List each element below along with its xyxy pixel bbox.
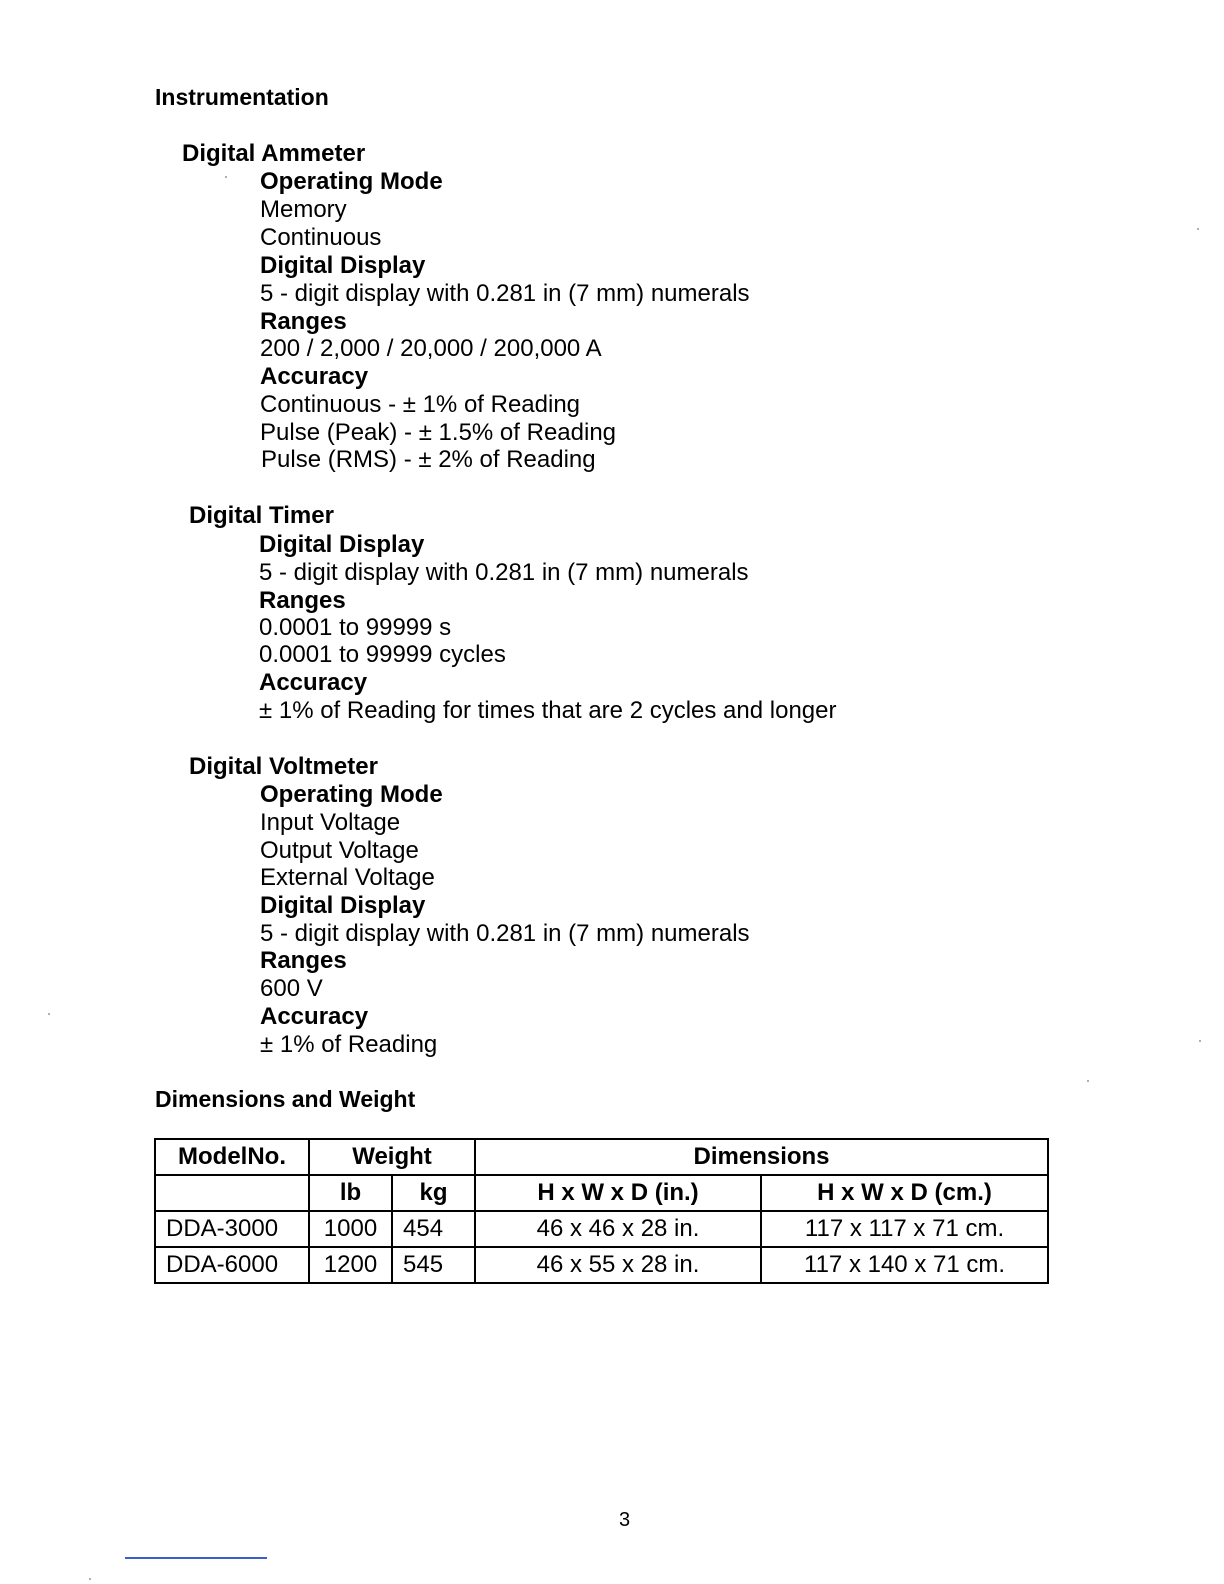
cell-in: 46 x 55 x 28 in.	[475, 1247, 761, 1283]
timer-ranges-heading: Ranges	[259, 587, 346, 614]
subsection-title-ammeter: Digital Ammeter	[182, 140, 366, 167]
timer-accuracy-heading: Accuracy	[259, 669, 368, 696]
cell-model: DDA-3000	[155, 1211, 309, 1247]
dimensions-table	[154, 1138, 1049, 1284]
scan-speck	[1199, 1040, 1201, 1042]
timer-accuracy-item: ± 1% of Reading for times that are 2 cycles and longer	[259, 697, 837, 724]
cell-kg: 454	[392, 1211, 475, 1247]
timer-ranges-item: 0.0001 to 99999 cycles	[259, 641, 506, 668]
ammeter-display-item: 5 - digit display with 0.281 in (7 mm) numerals	[260, 280, 750, 307]
voltmeter-operating-mode-heading: Operating Mode	[260, 781, 443, 808]
ammeter-ranges-item: 200 / 2,000 / 20,000 / 200,000 A	[260, 335, 602, 362]
subheader-empty	[155, 1175, 309, 1211]
voltmeter-mode-item: Output Voltage	[260, 837, 419, 864]
voltmeter-mode-item: External Voltage	[260, 864, 435, 891]
cell-kg: 545	[392, 1247, 475, 1283]
voltmeter-ranges-item: 600 V	[260, 975, 323, 1002]
header-weight: Weight	[309, 1139, 475, 1175]
subsection-title-timer: Digital Timer	[189, 502, 334, 529]
ammeter-ranges-heading: Ranges	[260, 308, 347, 335]
voltmeter-mode-item: Input Voltage	[260, 809, 401, 836]
table-header-row	[155, 1139, 1048, 1175]
scan-speck	[89, 1578, 91, 1580]
footer-rule	[125, 1557, 267, 1559]
section-title-instrumentation: Instrumentation	[155, 84, 329, 110]
page-number: 3	[619, 1509, 631, 1531]
ammeter-accuracy-item: Pulse (Peak) - ± 1.5% of Reading	[260, 419, 617, 446]
voltmeter-accuracy-item: ± 1% of Reading	[260, 1031, 438, 1058]
ammeter-mode-item: Continuous	[260, 224, 382, 251]
cell-lb: 1200	[309, 1247, 392, 1283]
cell-lb: 1000	[309, 1211, 392, 1247]
header-model: ModelNo.	[155, 1139, 309, 1175]
table-row	[155, 1247, 1048, 1283]
timer-display-item: 5 - digit display with 0.281 in (7 mm) numerals	[259, 559, 749, 586]
table-subheader-row	[155, 1175, 1048, 1211]
voltmeter-accuracy-heading: Accuracy	[260, 1003, 369, 1030]
ammeter-display-heading: Digital Display	[260, 252, 426, 279]
ammeter-accuracy-item: Continuous - ± 1% of Reading	[260, 391, 581, 418]
voltmeter-display-item: 5 - digit display with 0.281 in (7 mm) numerals	[260, 920, 750, 947]
subsection-title-voltmeter: Digital Voltmeter	[189, 753, 378, 780]
subheader-cm: H x W x D (cm.)	[761, 1175, 1048, 1211]
ammeter-mode-item: Memory	[260, 196, 347, 223]
cell-in: 46 x 46 x 28 in.	[475, 1211, 761, 1247]
timer-ranges-item: 0.0001 to 99999 s	[259, 614, 452, 641]
scan-speck	[225, 176, 227, 178]
ammeter-accuracy-heading: Accuracy	[260, 363, 369, 390]
subheader-kg: kg	[392, 1175, 475, 1211]
scan-speck	[48, 1013, 50, 1015]
ammeter-operating-mode-heading: Operating Mode	[260, 168, 443, 195]
header-dimensions: Dimensions	[475, 1139, 1048, 1175]
ammeter-accuracy-item: Pulse (RMS) - ± 2% of Reading	[261, 446, 596, 473]
cell-model: DDA-6000	[155, 1247, 309, 1283]
cell-cm: 117 x 140 x 71 cm.	[761, 1247, 1048, 1283]
cell-cm: 117 x 117 x 71 cm.	[761, 1211, 1048, 1247]
scan-speck	[1087, 1080, 1089, 1082]
timer-display-heading: Digital Display	[259, 531, 425, 558]
scan-speck	[1197, 228, 1199, 230]
voltmeter-ranges-heading: Ranges	[260, 947, 347, 974]
section-title-dimensions: Dimensions and Weight	[155, 1086, 416, 1112]
table-row	[155, 1211, 1048, 1247]
subheader-in: H x W x D (in.)	[475, 1175, 761, 1211]
subheader-lb: lb	[309, 1175, 392, 1211]
voltmeter-display-heading: Digital Display	[260, 892, 426, 919]
